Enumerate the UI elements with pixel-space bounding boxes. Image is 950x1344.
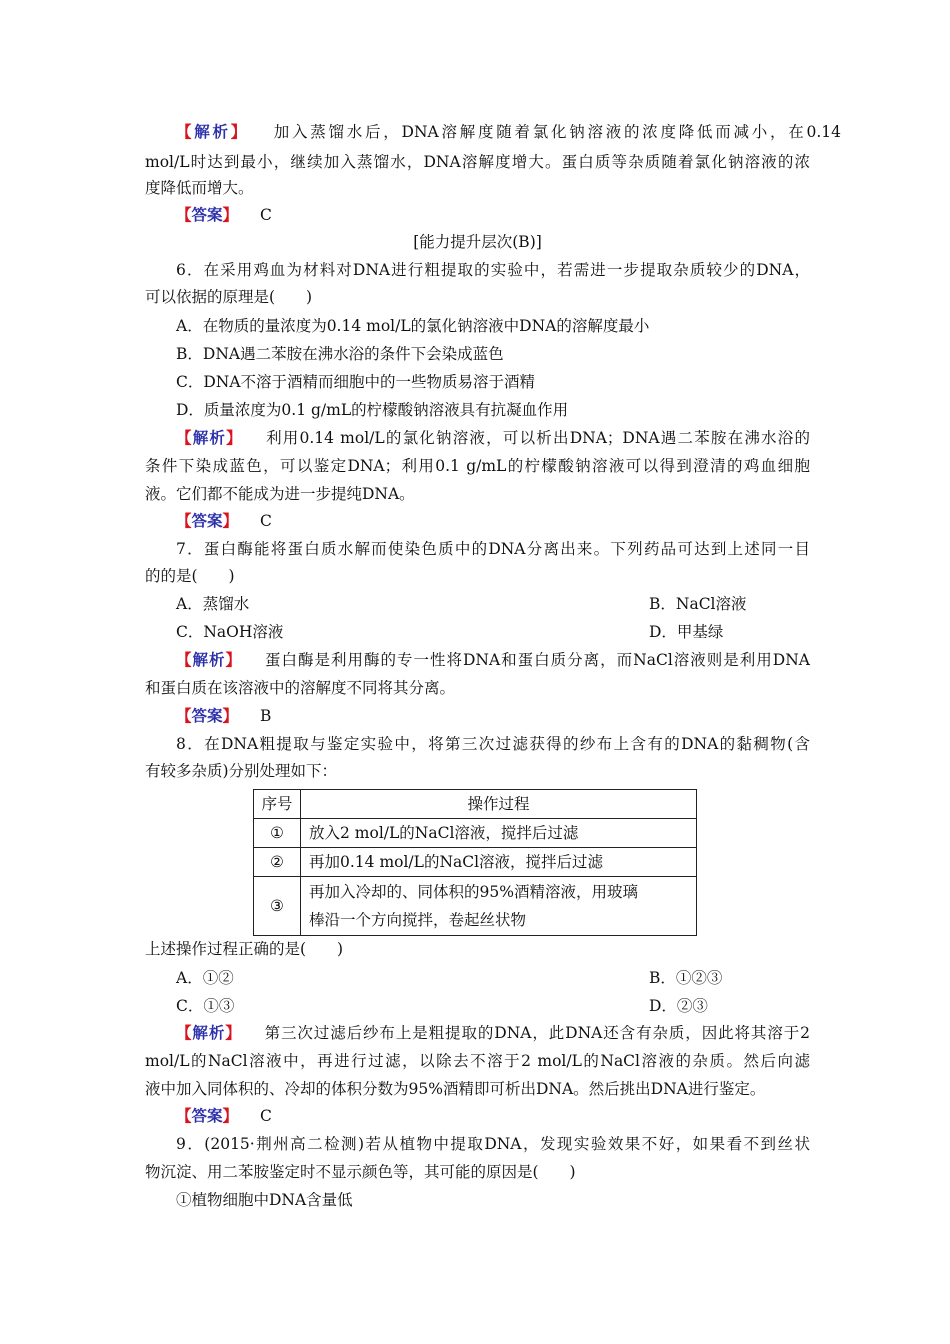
q7-option-c: C．NaOH溶液 <box>176 623 284 641</box>
q6-analysis-line-3: 液。它们都不能成为进一步提纯DNA。 <box>145 485 415 503</box>
q6-option-c: C．DNA不溶于酒精而细胞中的一些物质易溶于酒精 <box>176 373 536 391</box>
q8-options-row-1 <box>176 964 841 992</box>
q8-option-d: D．②③ <box>649 997 708 1015</box>
q7-options-row-2 <box>176 618 841 646</box>
q8-option-a: A．①② <box>176 969 234 987</box>
q9-stem-line-2: 物沉淀、用二苯胺鉴定时不显示颜色等，其可能的原因是( ) <box>145 1163 576 1181</box>
table-header-number: 序号 <box>254 790 301 819</box>
table-row <box>254 819 697 848</box>
q8-stem-line-2: 有较多杂质)分别处理如下： <box>145 762 338 780</box>
q9-stem-line-1: 9．(2015·荆州高二检测)若从植物中提取DNA，发现实验效果不好，如果看不到丝状 <box>176 1135 810 1153</box>
q5-analysis-line-1: 【解析】 加入蒸馏水后，DNA溶解度随着氯化钠溶液的浓度降低而减小，在0.14 <box>176 122 841 141</box>
q8-analysis-line-3: 液中加入同体积的、冷却的体积分数为95%酒精即可析出DNA。然后挑出DNA进行鉴定。 <box>145 1080 766 1098</box>
analysis-tag: 【解析】 <box>176 650 242 669</box>
q6-option-d: D．质量浓度为0.1 g/mL的柠檬酸钠溶液具有抗凝血作用 <box>176 401 569 419</box>
table-row <box>254 877 697 936</box>
table-header-row <box>254 790 697 819</box>
section-title: [能力提升层次(B)] <box>413 233 542 251</box>
table-cell-operation: 再加0.14 mol/L的NaCl溶液，搅拌后过滤 <box>301 848 697 877</box>
q8-option-b: B．①②③ <box>649 969 723 987</box>
q8-stem-line-1: 8．在DNA粗提取与鉴定实验中，将第三次过滤获得的纱布上含有的DNA的黏稠物(含 <box>176 735 810 753</box>
q7-option-a: A．蒸馏水 <box>176 595 250 613</box>
table-cell-line: 再加入冷却的、同体积的95%酒精溶液，用玻璃 <box>309 883 638 901</box>
q8-analysis-line-2: mol/L的NaCl溶液中，再进行过滤，以除去不溶于2 mol/L的NaCl溶液的杂质。然后向滤 <box>145 1052 810 1070</box>
analysis-tag: 【解析】 <box>176 122 250 141</box>
q6-stem-line-2: 可以依据的原理是( ) <box>145 288 313 306</box>
q6-answer: 【答案】 C <box>176 511 272 530</box>
q7-options-row-1 <box>176 590 841 618</box>
q7-answer: 【答案】 B <box>176 706 272 725</box>
q6-analysis-line-1: 【解析】 利用0.14 mol/L的氯化钠溶液，可以析出DNA；DNA遇二苯胺在沸水浴的 <box>176 428 810 447</box>
q6-stem-line-1: 6．在采用鸡血为材料对DNA进行粗提取的实验中，若需进一步提取杂质较少的DNA， <box>176 261 810 279</box>
q6-analysis-line-2: 条件下染成蓝色，可以鉴定DNA；利用0.1 g/mL的柠檬酸钠溶液可以得到澄清的鸡血细胞 <box>145 457 810 475</box>
q8-analysis-line-1: 【解析】 第三次过滤后纱布上是粗提取的DNA，此DNA还含有杂质，因此将其溶于2 <box>176 1023 810 1042</box>
answer-tag: 【答案】 <box>176 511 239 530</box>
q7-analysis-line-2: 和蛋白质在该溶液中的溶解度不同将其分离。 <box>145 679 456 697</box>
q8-options-row-2 <box>176 992 841 1020</box>
table-cell-line: 棒沿一个方向搅拌，卷起丝状物 <box>309 911 527 929</box>
q7-stem-line-2: 的的是( ) <box>145 567 235 585</box>
table-cell-operation: 放入2 mol/L的NaCl溶液，搅拌后过滤 <box>301 819 697 848</box>
q6-option-a: A．在物质的量浓度为0.14 mol/L的氯化钠溶液中DNA的溶解度最小 <box>176 317 650 335</box>
table-cell-number: ① <box>254 819 301 848</box>
table-cell-number: ② <box>254 848 301 877</box>
q8-question: 上述操作过程正确的是( ) <box>145 940 344 958</box>
answer-tag: 【答案】 <box>176 205 239 224</box>
q7-analysis-line-1: 【解析】 蛋白酶是利用酶的专一性将DNA和蛋白质分离，而NaCl溶液则是利用DNA <box>176 650 810 669</box>
q6-option-b: B．DNA遇二苯胺在沸水浴的条件下会染成蓝色 <box>176 345 504 363</box>
operations-table <box>253 789 697 936</box>
table-cell-operation <box>301 877 697 936</box>
answer-tag: 【答案】 <box>176 706 239 725</box>
table-row <box>254 848 697 877</box>
q7-option-d: D．甲基绿 <box>649 623 724 641</box>
q7-option-b: B．NaCl溶液 <box>649 595 747 613</box>
answer-tag: 【答案】 <box>176 1106 239 1125</box>
table-header-operation: 操作过程 <box>301 790 697 819</box>
q5-analysis-line-3: 度降低而增大。 <box>145 179 254 197</box>
q5-analysis-line-2: mol/L时达到最小，继续加入蒸馏水，DNA溶解度增大。蛋白质等杂质随着氯化钠溶液的浓 <box>145 153 810 171</box>
analysis-tag: 【解析】 <box>176 1023 242 1042</box>
table-cell-number: ③ <box>254 877 301 936</box>
analysis-tag: 【解析】 <box>176 428 243 447</box>
q5-answer: 【答案】 C <box>176 205 272 224</box>
q7-stem-line-1: 7．蛋白酶能将蛋白质水解而使染色质中的DNA分离出来。下列药品可达到上述同一目 <box>176 540 810 558</box>
q8-option-c: C．①③ <box>176 997 235 1015</box>
q9-item-1: ①植物细胞中DNA含量低 <box>176 1191 353 1209</box>
q8-answer: 【答案】 C <box>176 1106 272 1125</box>
